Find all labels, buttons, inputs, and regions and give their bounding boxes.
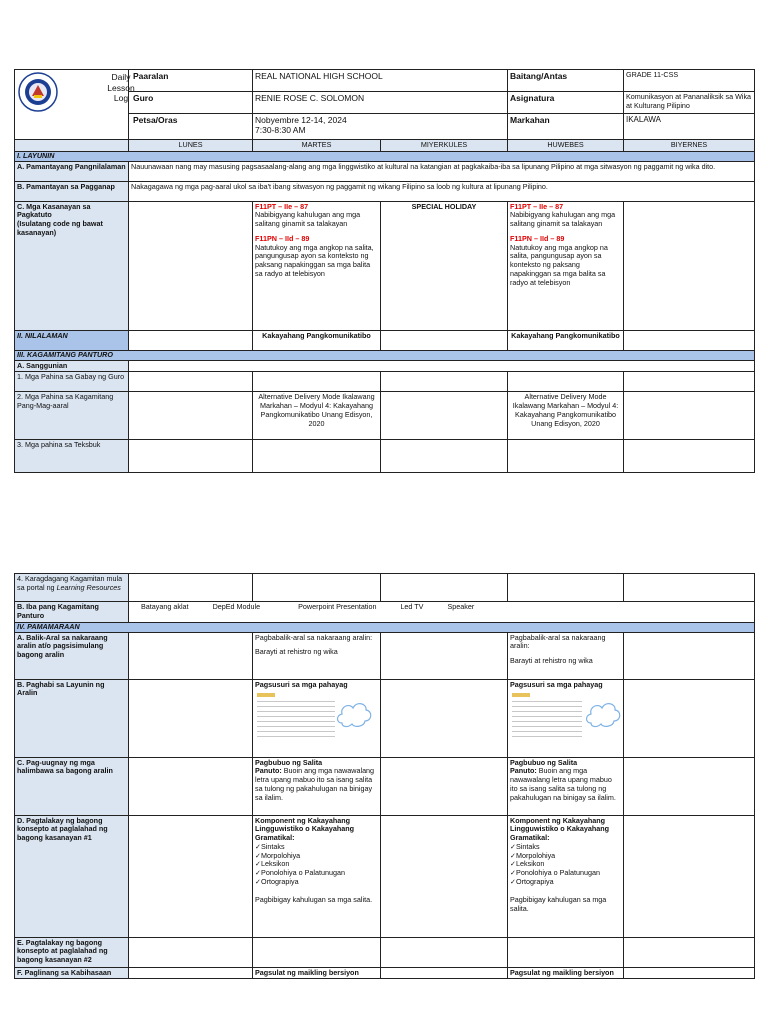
row-label-gabay-guro: 1. Mga Pahina sa Gabay ng Guro	[15, 372, 129, 392]
pagtalakay-end: Pagbibigay kahulugan sa mga salita.	[255, 894, 373, 904]
cell	[129, 392, 253, 440]
cell	[129, 937, 253, 967]
cell	[129, 632, 253, 679]
post-screenshot-image	[255, 691, 378, 755]
balik-aral-topic: Barayti at rehistro ng wika	[255, 647, 338, 657]
cell	[508, 372, 624, 392]
cell	[624, 372, 755, 392]
component-item: ✓ Ortograpiya	[255, 878, 378, 887]
balik-aral-martes	[253, 632, 381, 679]
value-markahan: IKALAWA	[624, 114, 755, 140]
paghabi-huwebes	[508, 679, 624, 757]
component-item: ✓ Morpolohiya	[255, 852, 378, 861]
cell	[253, 440, 381, 473]
paghabi-title: Pagsusuri sa mga pahayag	[255, 679, 348, 689]
header-logo-cell	[15, 70, 135, 140]
pamantayan-sa-pagganap-text: Nakagagawa ng mga pag-aaral ukol sa iba't ibang sitwasyon ng paggamit ng wikang Filipino sa loob ng kultura at lipunang Pilipino.	[129, 181, 755, 201]
material-item: Speaker	[447, 602, 475, 611]
component-item: ✓ Ortograpiya	[510, 878, 621, 887]
competency-code: F11PT – IIe – 87	[510, 201, 564, 211]
label-petsa: Petsa/Oras	[129, 114, 253, 140]
label-paaralan: Paaralan	[129, 70, 253, 92]
thought-cloud-icon	[583, 697, 623, 731]
cell	[381, 757, 508, 815]
component-item: ✓ Ponolohiya o Palatunugan	[255, 869, 378, 878]
thought-cloud-icon	[334, 697, 374, 731]
row-label-pamantayang-pangnilalaman: A. Pamantayang Pangnilalaman	[15, 161, 129, 181]
lesson-log-table-top	[14, 69, 755, 473]
days-blank	[15, 140, 129, 152]
cell	[129, 574, 253, 602]
row-label-kagamitang-mag-aaral: 2. Mga Pahina sa Kagamitang Pang-Mag-aaral	[15, 392, 129, 440]
cell	[624, 757, 755, 815]
pag-uugnay-title: Pagbubuo ng Salita	[255, 757, 323, 767]
pagtalakay-martes	[253, 815, 381, 937]
cell	[129, 757, 253, 815]
component-item: ✓ Leksikon	[255, 860, 378, 869]
cell	[624, 967, 755, 979]
paghabi-martes	[253, 679, 381, 757]
day-lunes: LUNES	[129, 140, 253, 152]
component-item: ✓ Sintaks	[255, 843, 378, 852]
nilalaman-biyernes	[624, 330, 755, 350]
cell	[253, 574, 381, 602]
balik-aral-text: Pagbabalik-aral sa nakaraang aralin:	[510, 632, 606, 651]
cell	[381, 632, 508, 679]
title-lesson: Lesson	[107, 82, 135, 93]
nilalaman-lunes	[129, 330, 253, 350]
value-petsa-time: 7:30-8:30 AM	[255, 125, 306, 136]
row-label-balik-aral: A. Balik-Aral sa nakaraang aralin at/o pagsisimulang bagong aralin	[15, 632, 129, 679]
cell	[381, 937, 508, 967]
label-baitang: Baitang/Antas	[508, 70, 624, 92]
cell	[508, 574, 624, 602]
cell	[129, 815, 253, 937]
cell	[624, 679, 755, 757]
component-item: ✓ Leksikon	[510, 860, 621, 869]
row-label-karagdagang-kagamitan	[15, 574, 129, 602]
section-kagamitan: III. KAGAMITANG PANTURO	[15, 350, 755, 360]
pag-uugnay-huwebes	[508, 757, 624, 815]
value-guro: RENIE ROSE C. SOLOMON	[253, 92, 508, 114]
paglinang-martes: Pagsulat ng maikling bersiyon	[253, 967, 381, 979]
pagtalakay-title: Komponent ng Kakayahang Lingguwistiko o Kakayahang Gramatikal:	[255, 815, 355, 843]
lesson-log-table-bottom	[14, 573, 755, 979]
value-baitang: GRADE 11-CSS	[624, 70, 755, 92]
panuto-label: Panuto:	[255, 766, 282, 776]
competency-text: Natutukoy ang mga angkop na salita, pangungusap ayon sa konteksto ng paksang napakinggan sa mga balita sa radyo at telebisyon	[510, 242, 608, 287]
nilalaman-martes: Kakayahang Pangkomunikatibo	[253, 330, 381, 350]
title-log: Log	[113, 93, 129, 104]
row-label-teksbuk: 3. Mga pahina sa Teksbuk	[15, 440, 129, 473]
karagdagang-italic: Learning Resources	[56, 582, 121, 592]
value-paaralan: REAL NATIONAL HIGH SCHOOL	[253, 70, 508, 92]
kasanayan-huwebes	[508, 201, 624, 330]
label-markahan: Markahan	[508, 114, 624, 140]
section-pamamaraan: IV. PAMAMARAAN	[15, 622, 755, 632]
value-petsa	[253, 114, 508, 140]
material-item: DepEd Module	[212, 602, 261, 611]
component-item: ✓ Morpolohiya	[510, 852, 621, 861]
cell	[381, 392, 508, 440]
cell	[624, 392, 755, 440]
sanggunian-blank	[129, 360, 755, 372]
deped-seal-icon	[18, 72, 58, 112]
cell	[129, 679, 253, 757]
row-label-pamantayan-sa-pagganap: B. Pamantayan sa Pagganap	[15, 181, 129, 201]
competency-code: F11PT – IIe – 87	[255, 201, 309, 211]
competency-text: Nabibigyang kahulugan ang mga salitang ginamit sa talakayan	[510, 210, 616, 229]
row-label-sanggunian: A. Sanggunian	[15, 360, 129, 372]
panuto-text: Buoin ang mga nawawalang letra upang mabuo ito sa isang salita sa tulong ng pakahulugan na binigay sa ilalim.	[255, 766, 375, 802]
row-label-iba-pang-kagamitan: B. Iba pang Kagamitang Panturo	[15, 602, 129, 623]
pag-uugnay-title: Pagbubuo ng Salita	[510, 757, 578, 767]
cell	[624, 440, 755, 473]
cell	[624, 574, 755, 602]
kasanayan-sublabel: (Isulatang code ng bawat kasanayan)	[17, 219, 103, 237]
cell	[253, 372, 381, 392]
competency-code: F11PN – IId – 89	[255, 233, 310, 243]
section-layunin: I. LAYUNIN	[15, 151, 755, 161]
cell	[508, 937, 624, 967]
kasanayan-martes	[253, 201, 381, 330]
kasanayan-lunes	[129, 201, 253, 330]
balik-aral-topic: Barayti at rehistro ng wika	[510, 656, 593, 666]
panuto-label: Panuto:	[510, 766, 537, 776]
row-label-pagtalakay-2: E. Pagtalakay ng bagong konsepto at paglalahad ng bagong kasanayan #2	[15, 937, 129, 967]
component-item: ✓ Sintaks	[510, 843, 621, 852]
nilalaman-huwebes: Kakayahang Pangkomunikatibo	[508, 330, 624, 350]
day-miyerkules: MIYERKULES	[381, 140, 508, 152]
cell	[381, 967, 508, 979]
adm-reference-huwebes: Alternative Delivery Mode Ikalawang Markahan – Modyul 4: Kakayahang Pangkomunikatibo Unang Edisyon, 2020	[508, 392, 624, 440]
day-martes: MARTES	[253, 140, 381, 152]
cell	[129, 372, 253, 392]
cell	[253, 937, 381, 967]
competency-text: Natutukoy ang mga angkop na salita, pangungusap ayon sa konteksto ng paksang napakinggan sa mga balita sa radyo at telebisyon	[255, 242, 374, 279]
cell	[624, 937, 755, 967]
pagtalakay-end: Pagbibigay kahulugan sa mga salita.	[510, 894, 607, 913]
adm-reference-martes: Alternative Delivery Mode Ikalawang Markahan – Modyul 4: Kakayahang Pangkomunikatibo Unang Edisyon, 2020	[253, 392, 381, 440]
row-label-paghabi: B. Paghabi sa Layunin ng Aralin	[15, 679, 129, 757]
day-huwebes: HUWEBES	[508, 140, 624, 152]
cell	[381, 440, 508, 473]
material-item: Led TV	[400, 602, 424, 611]
cell	[129, 967, 253, 979]
material-item: Batayang aklat	[141, 602, 189, 611]
kasanayan-biyernes	[624, 201, 755, 330]
panuto-text: Buoin ang mga nawawalang letra upang mabuo ito sa isang salita sa tulong ng pakahulugan na binigay sa ilalim.	[510, 766, 616, 802]
cell	[381, 679, 508, 757]
post-screenshot-image	[510, 691, 621, 755]
row-label-paglinang: F. Paglinang sa Kabihasaan	[15, 967, 129, 979]
competency-code: F11PN – IId – 89	[510, 233, 565, 243]
label-guro: Guro	[129, 92, 253, 114]
value-asignatura: Komunikasyon at Pananaliksik sa Wika at Kulturang Pilipino	[624, 92, 755, 114]
cell	[129, 440, 253, 473]
cell	[381, 815, 508, 937]
balik-aral-huwebes	[508, 632, 624, 679]
row-label-pag-uugnay: C. Pag-uugnay ng mga halimbawa sa bagong aralin	[15, 757, 129, 815]
component-item: ✓ Ponolohiya o Palatunugan	[510, 869, 621, 878]
paglinang-huwebes: Pagsulat ng maikling bersiyon	[508, 967, 624, 979]
value-petsa-date: Nobyembre 12-14, 2024	[255, 115, 347, 125]
cell	[381, 372, 508, 392]
day-biyernes: BIYERNES	[624, 140, 755, 152]
balik-aral-text: Pagbabalik-aral sa nakaraang aralin:	[255, 632, 373, 642]
cell	[381, 574, 508, 602]
materials-list	[129, 602, 755, 623]
kasanayan-label: C. Mga Kasanayan sa Pagkatuto	[17, 201, 91, 220]
special-holiday: SPECIAL HOLIDAY	[381, 201, 508, 330]
label-asignatura: Asignatura	[508, 92, 624, 114]
cell	[624, 815, 755, 937]
pag-uugnay-martes	[253, 757, 381, 815]
section-nilalaman: II. NILALAMAN	[15, 330, 129, 350]
pagtalakay-title: Komponent ng Kakayahang Lingguwistiko o Kakayahang Gramatikal:	[510, 815, 610, 843]
title-daily: Daily	[111, 72, 131, 82]
row-label-pagtalakay-1: D. Pagtalakay ng bagong konsepto at paglalahad ng bagong kasanayan #1	[15, 815, 129, 937]
material-item: Powerpoint Presentation	[298, 602, 377, 611]
competency-text: Nabibigyang kahulugan ang mga salitang ginamit sa talakayan	[255, 210, 361, 229]
row-label-kasanayan	[15, 201, 129, 330]
paghabi-title: Pagsusuri sa mga pahayag	[510, 679, 603, 689]
karagdagang-text: 4. Karagdagang Kagamitan mula sa portal ng	[17, 574, 123, 592]
cell	[624, 632, 755, 679]
pamantayang-pangnilalaman-text: Nauunawaan nang may masusing pagsasaalang-alang ang mga linggwistiko at kultural na katangian at pagkakaiba-iba sa lipunang Pilipino at mga sitwasyon ng paggamit ng wika dito.	[129, 161, 755, 181]
cell	[508, 440, 624, 473]
nilalaman-miyerkules	[381, 330, 508, 350]
pagtalakay-huwebes	[508, 815, 624, 937]
